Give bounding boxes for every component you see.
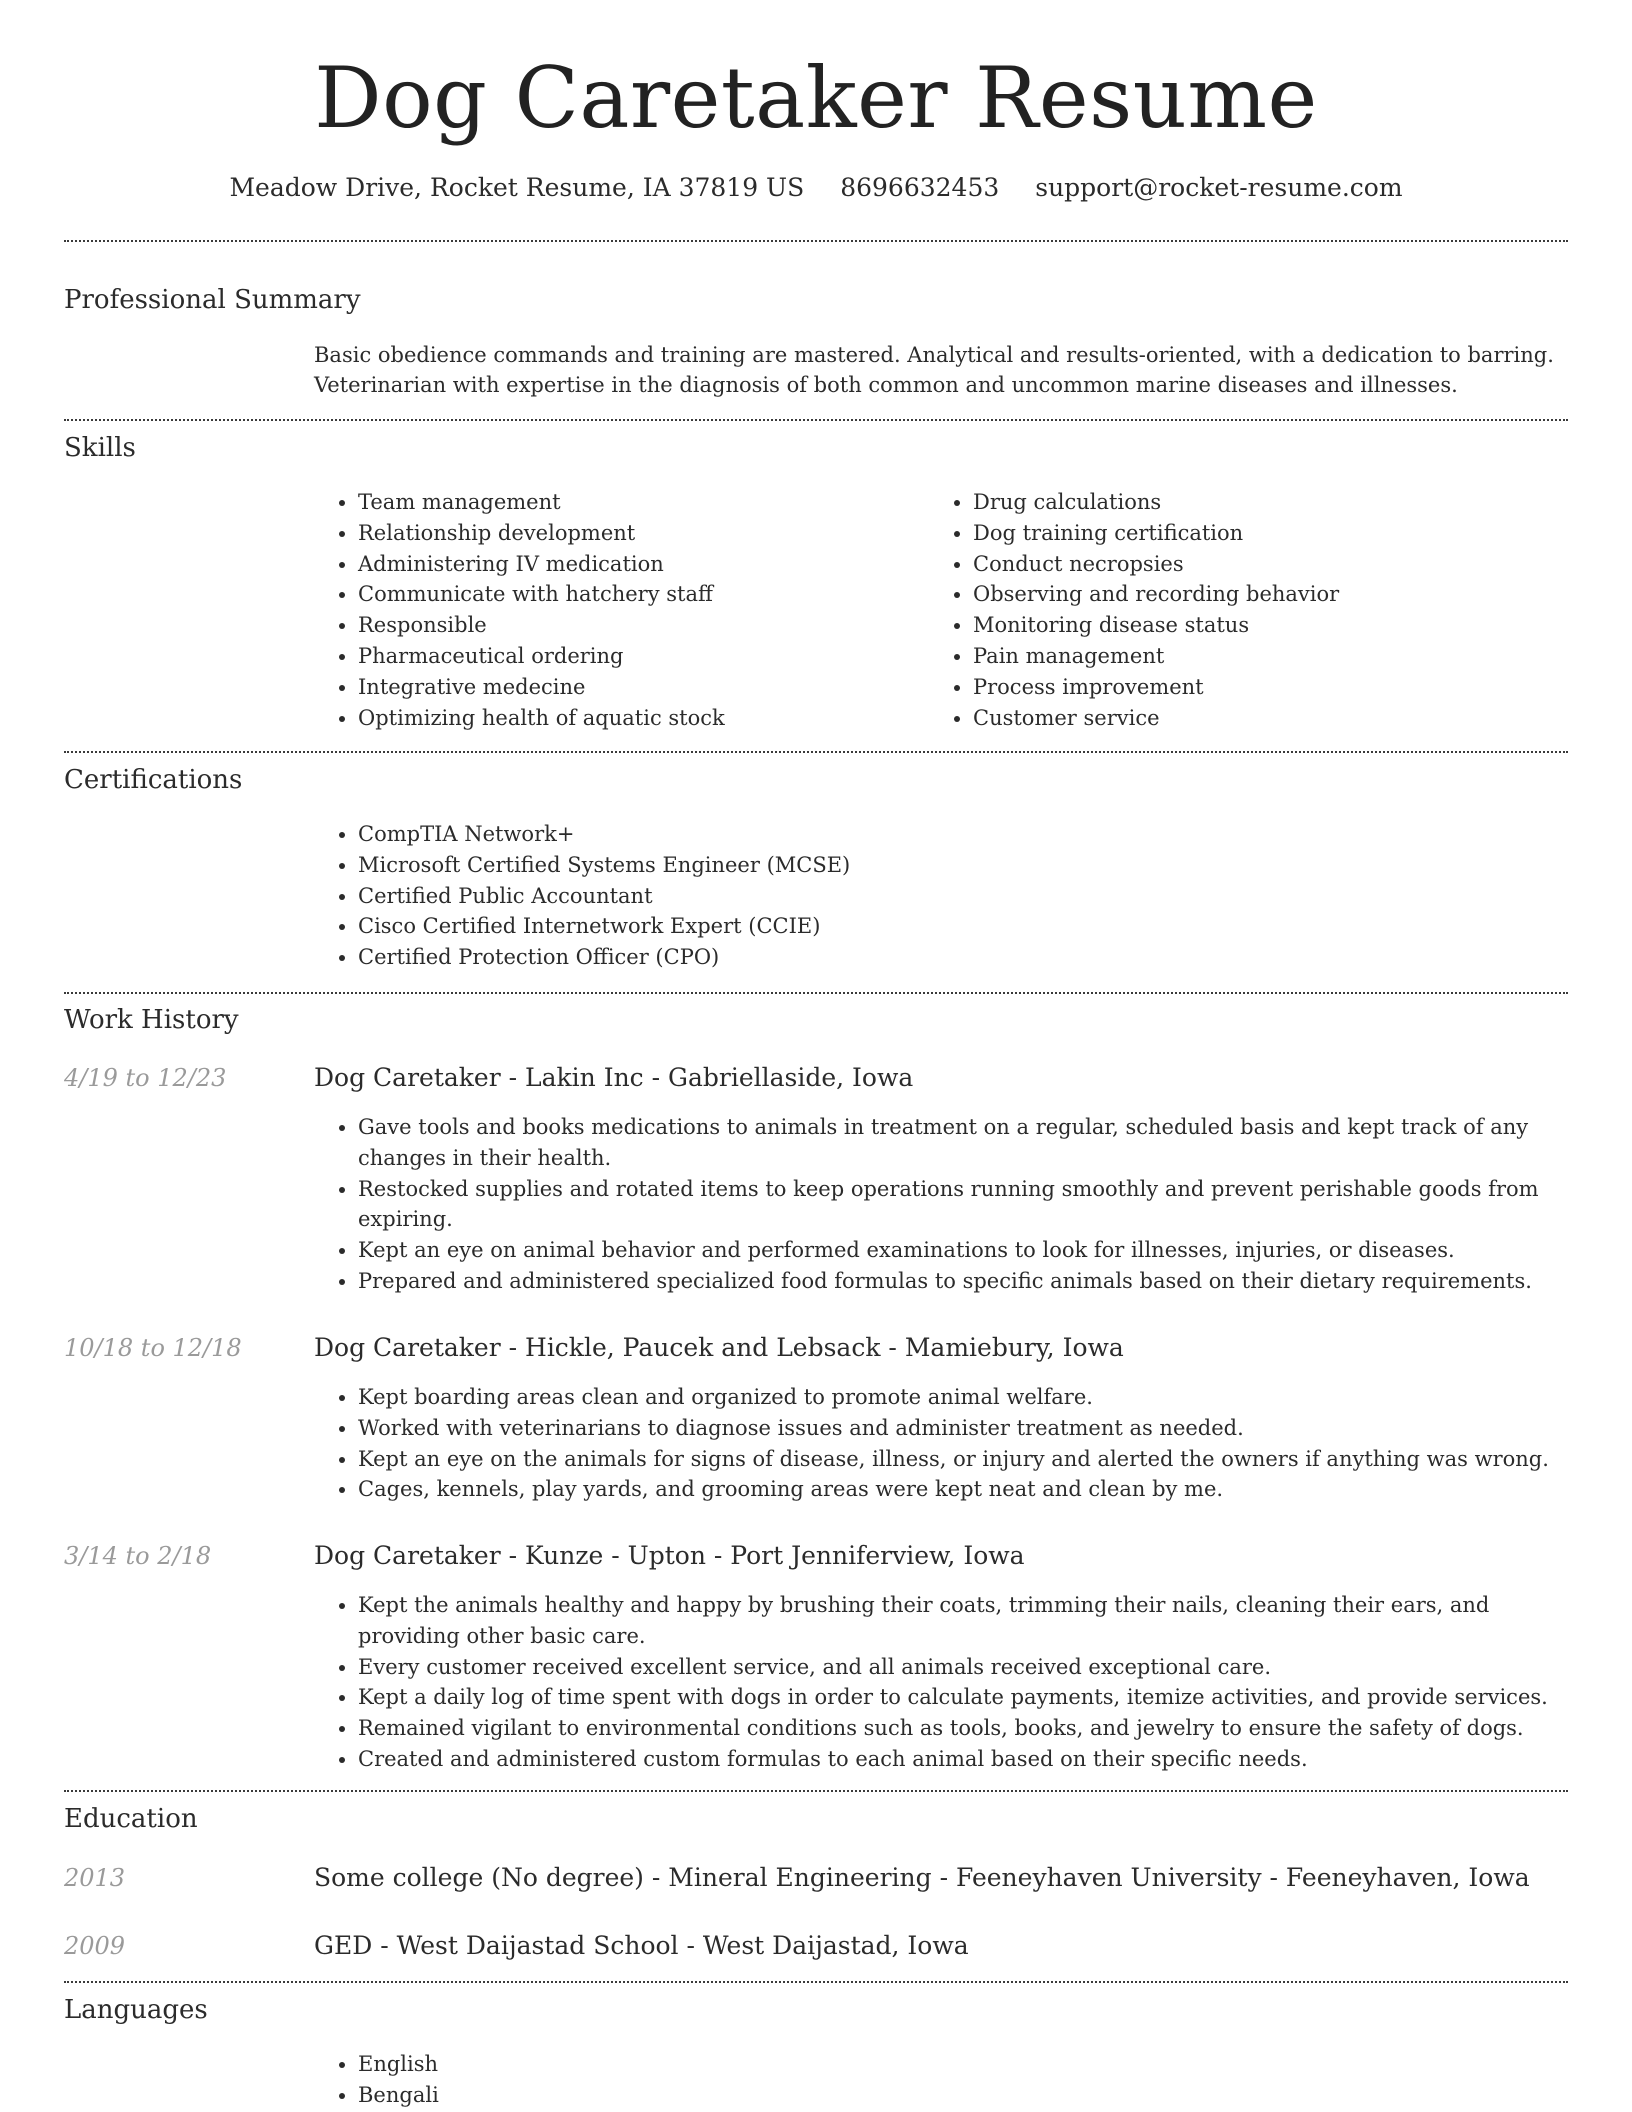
skills-list-right [929, 487, 1573, 733]
job-title: Dog Caretaker - Hickle, Paucek and Lebsack - Mamiebury, Iowa [314, 1333, 1124, 1362]
skill-item: • Relationship development [358, 518, 928, 549]
section-divider [64, 992, 1568, 994]
job-bullet: • Kept an eye on the animals for signs of disease, illness, or injury and alerted the owners if anything was wrong. [358, 1444, 1568, 1475]
certification-item: • Microsoft Certified Systems Engineer (MCSE) [358, 850, 1558, 881]
certifications-heading: Certifications [64, 765, 243, 795]
job-bullet: • Kept an eye on animal behavior and performed examinations to look for illnesses, injuries, or diseases. [358, 1235, 1568, 1266]
education-year: 2013 [64, 1864, 126, 1892]
language-item: • English [358, 2049, 958, 2080]
job-bullets [314, 1112, 1568, 1297]
education-entry: GED - West Daijastad School - West Daijastad, Iowa [314, 1931, 969, 1960]
skill-item: • Process improvement [973, 672, 1573, 703]
job-bullet: • Worked with veterinarians to diagnose issues and administer treatment as needed. [358, 1413, 1568, 1444]
job-bullet: • Restocked supplies and rotated items to keep operations running smoothly and prevent perishable goods from expiring. [358, 1174, 1568, 1236]
job-dates: 3/14 to 2/18 [64, 1542, 212, 1570]
section-divider [64, 751, 1568, 753]
job-bullet: • Every customer received excellent service, and all animals received exceptional care. [358, 1652, 1568, 1683]
section-divider [64, 419, 1568, 421]
skill-item: • Conduct necropsies [973, 549, 1573, 580]
education-year: 2009 [64, 1932, 126, 1960]
certification-item: • Cisco Certified Internetwork Expert (CCIE) [358, 911, 1558, 942]
skill-item: • Pharmaceutical ordering [358, 641, 928, 672]
job-title: Dog Caretaker - Lakin Inc - Gabriellaside, Iowa [314, 1063, 914, 1092]
job-bullets [314, 1590, 1568, 1775]
language-item: • Bengali [358, 2080, 958, 2111]
contact-line [64, 170, 1568, 206]
job-title: Dog Caretaker - Kunze - Upton - Port Jenniferview, Iowa [314, 1541, 1025, 1570]
section-divider [64, 1981, 1568, 1983]
skill-item: • Responsible [358, 610, 928, 641]
certification-item: • Certified Protection Officer (CPO) [358, 942, 1558, 973]
skills-list-left [314, 487, 928, 733]
job-dates: 4/19 to 12/23 [64, 1064, 227, 1092]
education-entry: Some college (No degree) - Mineral Engineering - Feeneyhaven University - Feeneyhaven, Iowa [314, 1863, 1530, 1892]
job-bullets [314, 1382, 1568, 1505]
job-bullet: • Created and administered custom formulas to each animal based on their specific needs. [358, 1744, 1568, 1775]
skill-item: • Pain management [973, 641, 1573, 672]
section-divider [64, 240, 1568, 242]
languages-list [314, 2049, 958, 2111]
job-bullet: • Kept boarding areas clean and organized to promote animal welfare. [358, 1382, 1568, 1413]
certifications-list [314, 819, 1558, 973]
education-heading: Education [64, 1804, 198, 1834]
skill-item: • Monitoring disease status [973, 610, 1573, 641]
work-heading: Work History [64, 1005, 239, 1035]
summary-text: Basic obedience commands and training are mastered. Analytical and results-oriented, with a dedication to barring. Veterinarian with expertise in the diagnosis of both common and uncommon marine diseases and illnesses. [314, 343, 1554, 397]
job-bullet: • Kept a daily log of time spent with dogs in order to calculate payments, itemize activities, and provide services. [358, 1682, 1568, 1713]
certification-item: • Certified Public Accountant [358, 881, 1558, 912]
section-divider [64, 1790, 1568, 1792]
skill-item: • Administering IV medication [358, 549, 928, 580]
job-bullet: • Prepared and administered specialized food formulas to specific animals based on their dietary requirements. [358, 1266, 1568, 1297]
skill-item: • Observing and recording behavior [973, 579, 1573, 610]
skills-heading: Skills [64, 433, 136, 463]
skill-item: • Team management [358, 487, 928, 518]
job-bullet: • Gave tools and books medications to animals in treatment on a regular, scheduled basis and kept track of any changes in their health. [358, 1112, 1568, 1174]
contact-address: Meadow Drive, Rocket Resume, IA 37819 US [229, 173, 805, 202]
job-dates: 10/18 to 12/18 [64, 1334, 242, 1362]
skill-item: • Customer service [973, 703, 1573, 734]
contact-phone: 8696632453 [840, 173, 1000, 202]
resume-title: Dog Caretaker Resume [314, 49, 1318, 147]
certification-item: • CompTIA Network+ [358, 819, 1558, 850]
contact-email: support@rocket-resume.com [1035, 173, 1403, 202]
skill-item: • Communicate with hatchery staff [358, 579, 928, 610]
job-bullet: • Cages, kennels, play yards, and grooming areas were kept neat and clean by me. [358, 1474, 1568, 1505]
skill-item: • Dog training certification [973, 518, 1573, 549]
job-bullet: • Remained vigilant to environmental conditions such as tools, books, and jewelry to ensure the safety of dogs. [358, 1713, 1568, 1744]
summary-heading: Professional Summary [64, 285, 361, 315]
job-bullet: • Kept the animals healthy and happy by brushing their coats, trimming their nails, cleaning their ears, and providing other basic care. [358, 1590, 1568, 1652]
skill-item: • Optimizing health of aquatic stock [358, 703, 928, 734]
languages-heading: Languages [64, 1995, 208, 2025]
skill-item: • Drug calculations [973, 487, 1573, 518]
skill-item: • Integrative medecine [358, 672, 928, 703]
